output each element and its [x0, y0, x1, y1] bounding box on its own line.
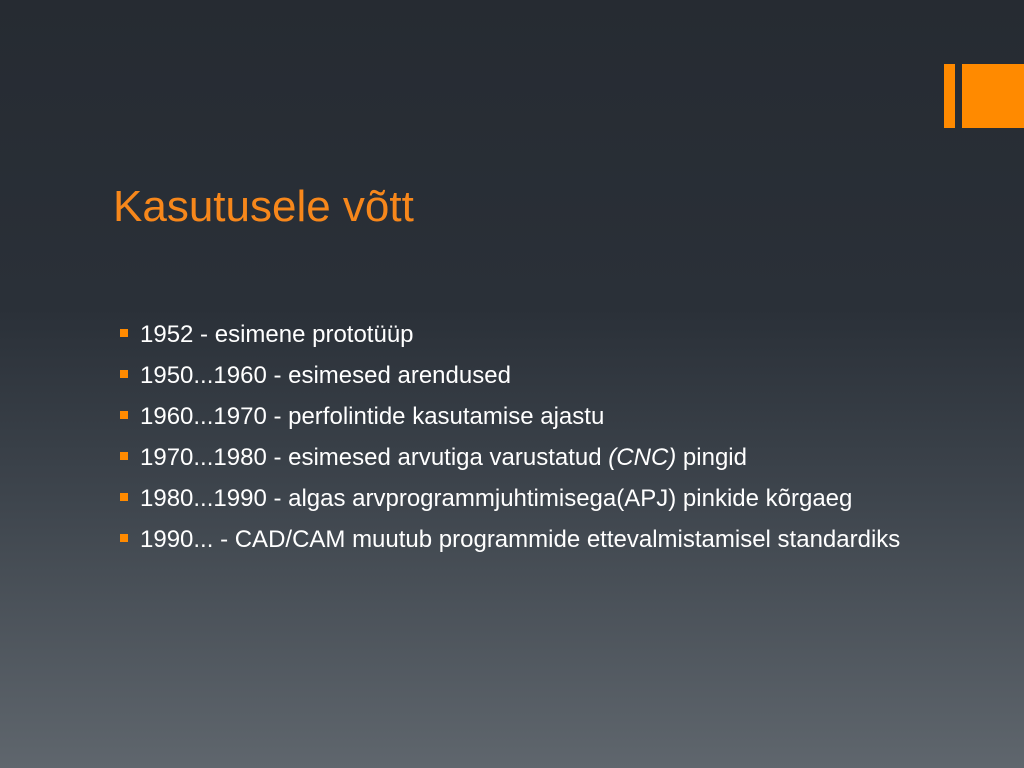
bullet-text: 1980...1990 - algas arvprogrammjuhtimisega(APJ) pinkide kõrgaeg — [140, 485, 853, 512]
bullet-text-suffix: pingid — [676, 444, 747, 471]
bullet-text: 1990... - CAD/CAM muutub programmide ettevalmistamisel standardiks — [140, 526, 901, 553]
square-bullet-icon — [120, 370, 128, 378]
accent-bar-thick — [962, 64, 1024, 128]
bullet-text: 1950...1960 - esimesed arendused — [140, 362, 511, 389]
bullet-text-prefix: 1970...1980 - esimesed arvutiga varustatud — [140, 444, 609, 471]
bullet-text: 1960...1970 - perfolintide kasutamise ajastu — [140, 403, 605, 430]
square-bullet-icon — [120, 452, 128, 460]
square-bullet-icon — [120, 329, 128, 337]
bullet-text: 1952 - esimene prototüüp — [140, 321, 414, 348]
bullet-item — [118, 359, 908, 392]
bullet-item — [118, 318, 908, 351]
bullet-item — [118, 400, 908, 433]
slide-title: Kasutusele võtt — [113, 182, 414, 231]
bullet-list — [118, 318, 908, 564]
square-bullet-icon — [120, 411, 128, 419]
accent-bar-thin — [944, 64, 955, 128]
bullet-item — [118, 482, 908, 515]
square-bullet-icon — [120, 493, 128, 501]
bullet-item — [118, 441, 908, 474]
bullet-text-emphasis: (CNC) — [608, 444, 677, 471]
square-bullet-icon — [120, 534, 128, 542]
bullet-item — [118, 523, 908, 556]
